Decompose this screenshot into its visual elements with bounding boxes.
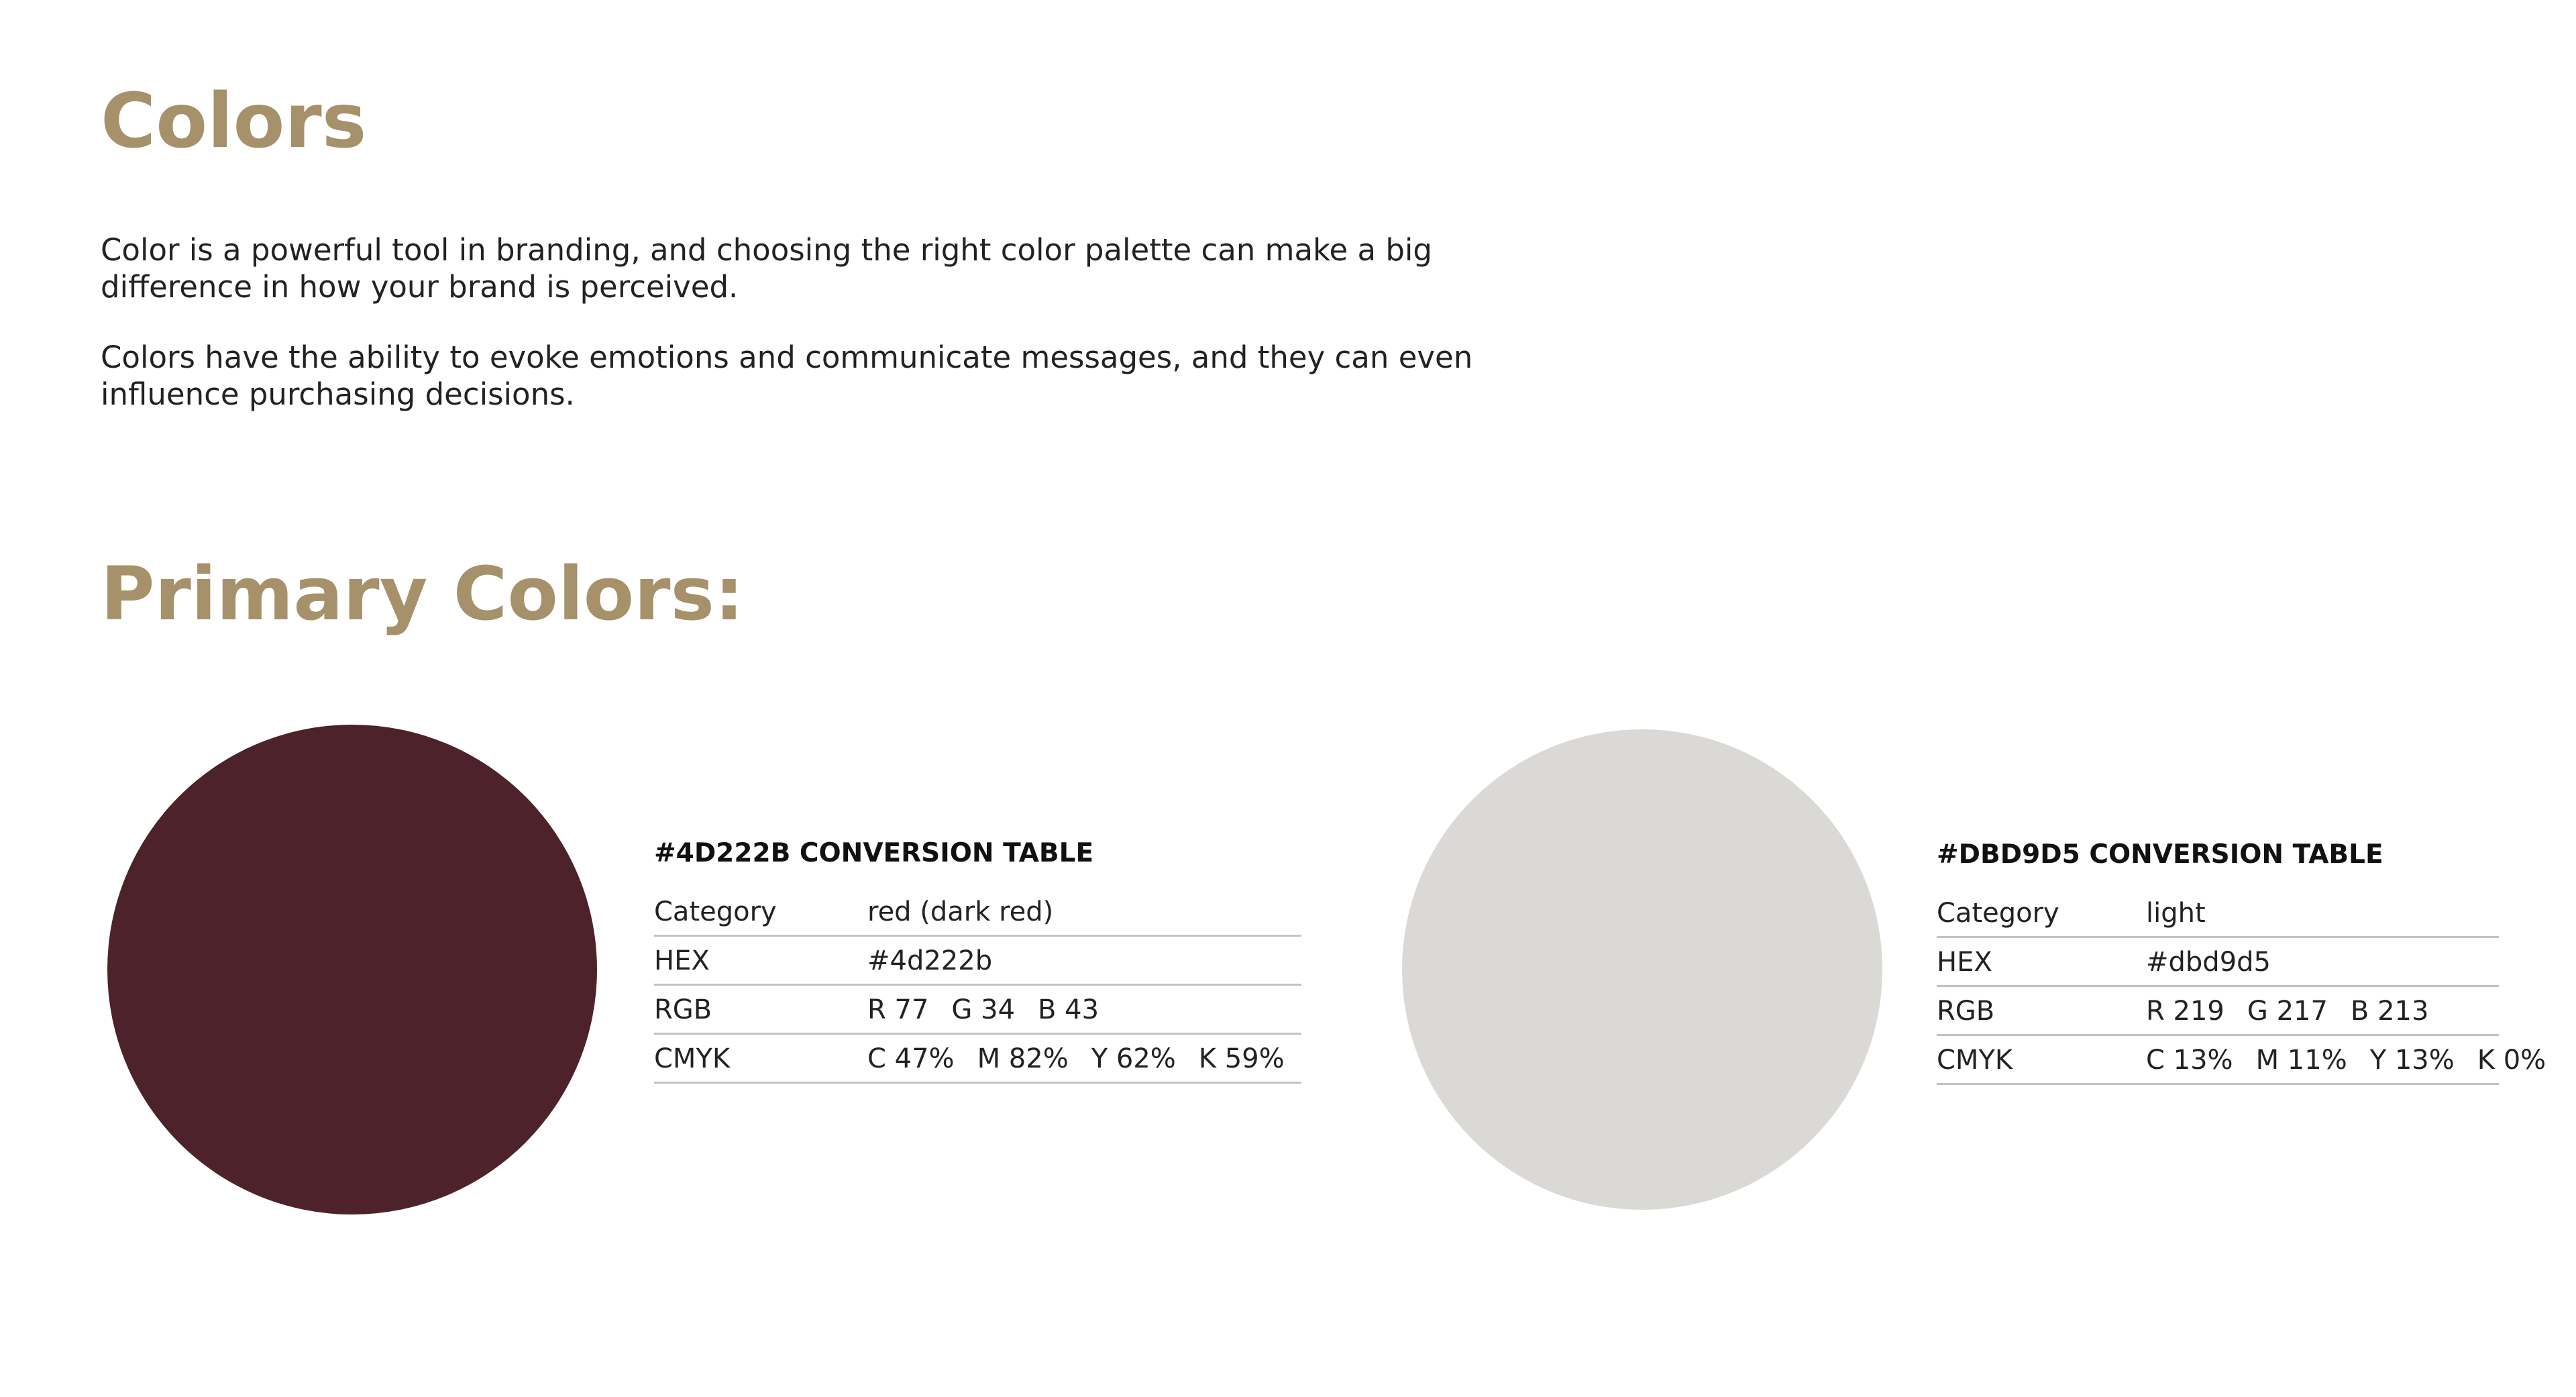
row-label: Category — [1937, 898, 2059, 929]
row-label: HEX — [654, 945, 710, 976]
cmyk-m-value: M 82% — [977, 1043, 1069, 1074]
color-swatch-light — [1402, 729, 1882, 1210]
row-value — [2146, 995, 2499, 1027]
row-value — [2146, 1044, 2569, 1076]
cmyk-m-value: M 11% — [2255, 1045, 2347, 1076]
row-value: light — [2146, 898, 2206, 929]
rgb-g-value: G 217 — [2247, 996, 2328, 1027]
cmyk-k-value: K 0% — [2477, 1045, 2546, 1076]
rgb-r-value: R 77 — [867, 994, 929, 1025]
intro-paragraph-1: Color is a powerful tool in branding, and choosing the right color palette can make a big difference in how your brand is perceived. — [101, 232, 1432, 305]
table-row-rgb — [1937, 987, 2499, 1036]
row-value: #dbd9d5 — [2146, 947, 2271, 978]
intro-paragraph-2: Colors have the ability to evoke emotions and communicate messages, and they can even influence purchasing decisions. — [101, 340, 1473, 412]
color-swatch-dark-red — [107, 725, 597, 1214]
conversion-table-dark-red — [654, 837, 1301, 1084]
cmyk-k-value: K 59% — [1198, 1043, 1285, 1074]
table-row-category — [654, 896, 1301, 937]
rgb-g-value: G 34 — [951, 994, 1016, 1025]
row-value: #4d222b — [867, 945, 993, 976]
section-title-primary-colors: Primary Colors: — [101, 551, 744, 637]
rgb-b-value: B 213 — [2350, 996, 2429, 1027]
page-title: Colors — [101, 78, 367, 165]
row-value: red (dark red) — [867, 896, 1054, 927]
cmyk-y-value: Y 62% — [1091, 1043, 1176, 1074]
cmyk-c-value: C 47% — [867, 1043, 955, 1074]
table-row-category — [1937, 898, 2499, 938]
rgb-r-value: R 219 — [2146, 996, 2224, 1027]
table-row-hex — [654, 937, 1301, 986]
rgb-b-value: B 43 — [1038, 994, 1099, 1025]
intro-text — [101, 231, 1523, 446]
row-value — [867, 1043, 1307, 1075]
table-row-cmyk — [654, 1035, 1301, 1084]
table-row-hex — [1937, 938, 2499, 987]
row-label: RGB — [1937, 996, 1995, 1027]
row-label: Category — [654, 896, 777, 927]
conversion-table-title: #DBD9D5 CONVERSION TABLE — [1937, 839, 2383, 870]
row-value — [867, 994, 1301, 1026]
cmyk-y-value: Y 13% — [2369, 1045, 2455, 1076]
row-label: CMYK — [654, 1043, 731, 1074]
table-row-rgb — [654, 986, 1301, 1035]
table-row-cmyk — [1937, 1036, 2546, 1085]
row-label: RGB — [654, 994, 712, 1025]
conversion-table-title: #4D222B CONVERSION TABLE — [654, 838, 1094, 868]
row-label: CMYK — [1937, 1045, 2013, 1076]
row-label: HEX — [1937, 947, 1992, 978]
conversion-table-light — [1937, 839, 2546, 1085]
cmyk-c-value: C 13% — [2146, 1045, 2233, 1076]
